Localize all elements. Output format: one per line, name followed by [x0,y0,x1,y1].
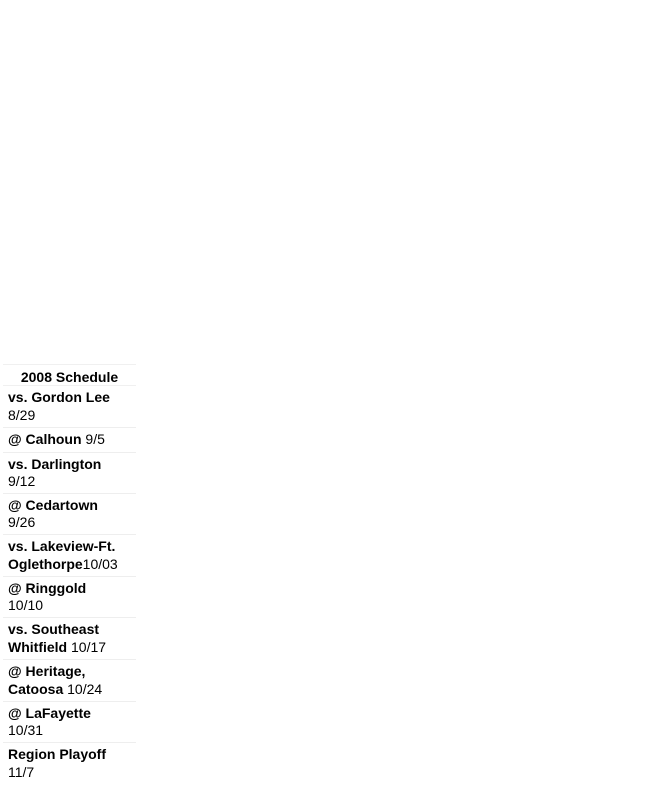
schedule-row [3,535,136,577]
schedule-row [3,618,136,660]
opponent: @ LaFayette [8,704,91,721]
opponent-continued: Catoosa [8,680,64,697]
opponent: vs. Southeast [8,621,100,637]
game-date: 10/10 [8,597,44,613]
opponent: Region Playoff [8,746,107,762]
opponent: vs. Lakeview-Ft. [8,538,116,554]
schedule-row [3,428,136,453]
schedule-table [3,364,136,784]
game-date: 9/12 [8,473,36,489]
opponent: @ Heritage, [8,663,86,679]
game-date: 10/31 [8,722,44,738]
game-date: 10/03 [82,555,118,572]
schedule-row [3,702,136,743]
schedule-row [3,386,136,428]
schedule-row [3,577,136,618]
schedule-row [3,494,136,535]
game-date: 10/24 [63,680,103,697]
opponent: @ Cedartown [8,496,98,513]
opponent: @ Calhoun [8,431,82,448]
opponent-continued: Oglethorpe [8,555,83,572]
schedule-row [3,453,136,494]
schedule-title: 2008 Schedule [3,364,136,386]
game-date: 9/5 [81,431,105,448]
game-date: 11/7 [8,763,35,780]
game-date: 10/17 [67,638,107,655]
opponent: vs. Darlington [8,455,102,472]
opponent: vs. Gordon Lee [8,389,110,405]
schedule-row [3,743,136,784]
game-date: 8/29 [8,406,36,423]
game-date: 9/26 [8,514,36,530]
opponent-continued: Whitfield [8,638,68,655]
opponent: @ Ringgold [8,579,87,596]
schedule-row [3,660,136,702]
